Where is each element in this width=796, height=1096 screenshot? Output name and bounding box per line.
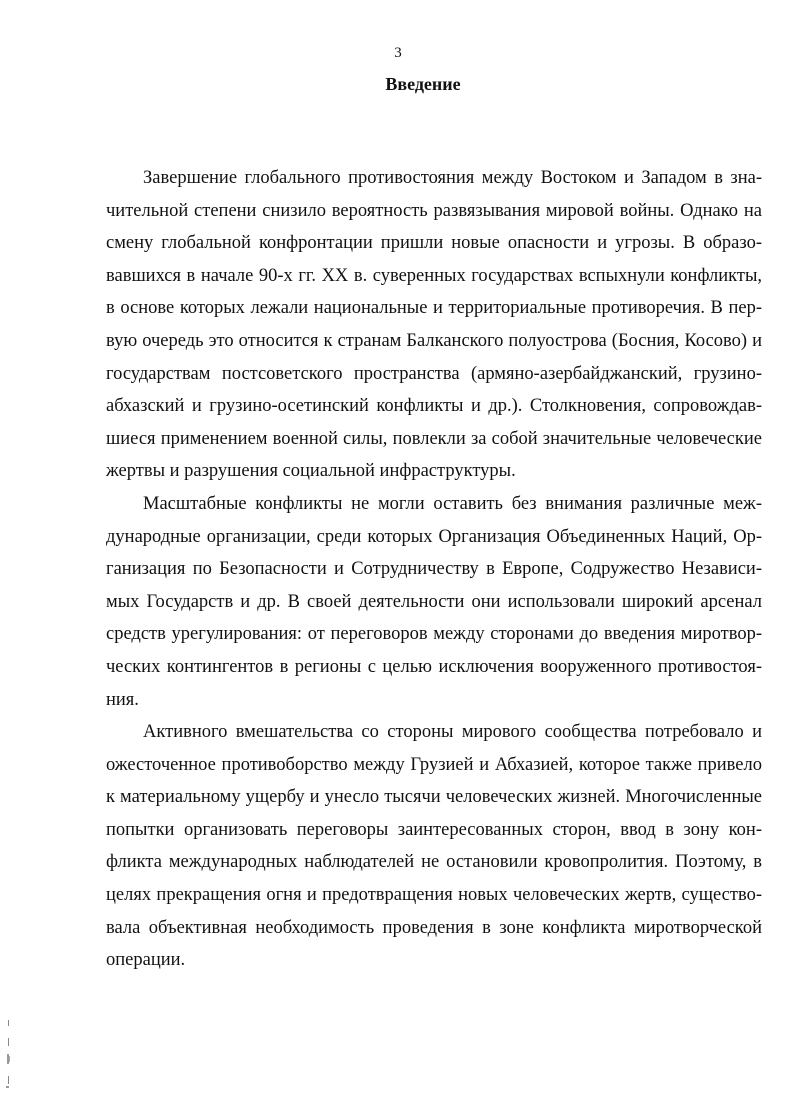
paragraph-2: Масштабные конфликты не могли оставить без внимания различные международные организации, среди которых Организация Объединенных Наций, Организация по Безопасности и Сотрудничеству в Европе, Содружество Независимых Государств и др. В своей деятельности они использовали широкий арсенал средств урегулирования: от переговоров между сторонами до введения миротворческих контингентов в регионы с целью исключения вооруженного противостояния. (106, 493, 762, 710)
paragraph-1: Завершение глобального противостояния между Востоком и Западом в значительной степени снизило вероятность развязывания мировой войны. Однако на смену глобальной конфронтации пришли новые опасности и угрозы. В образовавшихся в начале 90-х гг. XX в. суверенных государствах вспыхнули конфликты, в основе которых лежали национальные и территориальные противоречия. В первую очередь это относится к странам Балканского полуострова (Босния, Косово) и государствам постсоветского пространства (армяно-азербайджанский, грузино-абхазский и грузино-осетинский конфликты и др.). Столкновения, сопровождавшиеся применением военной силы, повлекли за собой значительные человеческие жертвы и разрушения социальной инфраструктуры. (106, 168, 762, 482)
scan-artifact-marks (3, 1020, 15, 1092)
page-title: Введение (385, 74, 461, 94)
page-number: 3 (394, 45, 402, 61)
paragraph-3: Активного вмешательства со стороны мирового сообщества потребовало и ожесточенное противоборство между Грузией и Абхазией, которое также привело к материальному ущербу и унесло тысячи человеческих жизней. Многочисленные попытки организовать переговоры заинтересованных сторон, ввод в зону конфликта международных наблюдателей не остановили кровопролития. Поэтому, в целях прекращения огня и предотвращения новых человеческих жертв, существовала объективная необходимость проведения в зоне конфликта миротворческой операции. (106, 722, 762, 971)
document-body (106, 162, 762, 977)
